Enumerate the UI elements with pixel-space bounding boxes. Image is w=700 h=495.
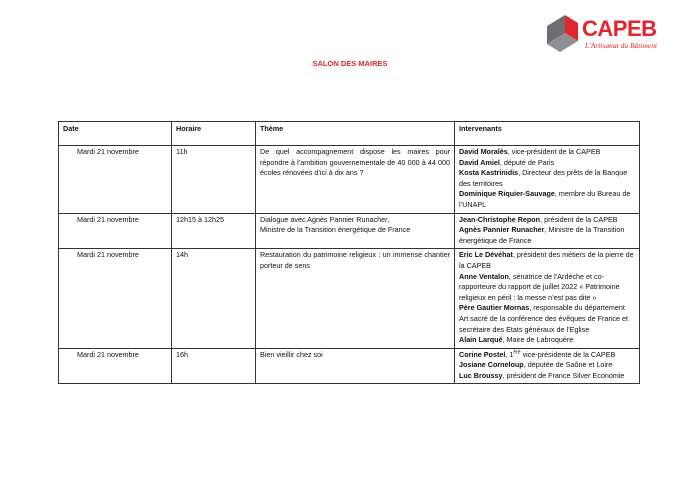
speaker [459, 250, 635, 271]
row-theme: Restauration du patrimoine religieux : un immense chantier porteur de sens [256, 249, 455, 348]
speaker-role: , Ministre de la Transition énergétique de France [459, 225, 625, 245]
speaker [459, 215, 635, 226]
speaker-role: , sénatrice de l’Ardèche et co-rapporteure du rapport de juillet 2022 « Patrimoine religieux en péril : la messe n’est pas dite » [459, 271, 620, 302]
row-horaire: 12h15 à 12h25 [172, 213, 256, 249]
row-theme: De quel accompagnement dispose les maires pour répondre à l’ambition gouvernementale de 40 000 à 44 000 écoles rénovées d’ici à dix ans ? [256, 146, 455, 214]
table-row [59, 213, 640, 249]
speaker [459, 189, 635, 210]
speaker-name: Luc Broussy [459, 370, 503, 380]
row-intervenants [455, 249, 640, 348]
table-row [59, 348, 640, 384]
row-horaire: 11h [172, 146, 256, 214]
speaker-role-superscript: ère [513, 349, 521, 356]
speaker-role: vice-présidente de la CAPEB [520, 349, 616, 359]
speaker [459, 168, 635, 189]
speaker-name: Anne Ventalon [459, 271, 509, 281]
speaker [459, 158, 635, 169]
capeb-logo-mark [545, 12, 585, 54]
speaker-name: David Moralès [459, 147, 508, 156]
row-date: Mardi 21 novembre [59, 146, 172, 214]
speaker-role: , Maire de Labroquère [502, 335, 574, 345]
speaker-name: Dominique Riquier-Sauvage [459, 189, 555, 199]
speaker-name: Corine Postel [459, 349, 506, 359]
header-intervenants: Intervenants [455, 122, 640, 146]
speaker [459, 335, 635, 346]
speaker-name: David Amiel [459, 157, 500, 167]
speaker-role: , président de France Silver Economie [502, 370, 625, 380]
logo-tagline: L'Artisanat du Bâtiment [585, 41, 658, 50]
row-intervenants [455, 146, 640, 214]
speaker-role: , Directeur des prêts de la Banque des territoires [459, 168, 628, 188]
schedule-table [58, 121, 640, 384]
row-theme: Bien vieillir chez soi [256, 348, 455, 384]
row-date: Mardi 21 novembre [59, 348, 172, 384]
speaker-role: , président des métiers de la pierre de la CAPEB [459, 250, 634, 270]
row-horaire: 14h [172, 249, 256, 348]
speaker-role: , député de Paris [499, 157, 555, 167]
header-date: Date [59, 122, 172, 146]
speaker [459, 147, 635, 158]
speaker-role-prefix: , 1 [505, 349, 514, 359]
speaker-role: , président de la CAPEB [540, 214, 618, 224]
speaker [459, 371, 635, 382]
speaker-role: , responsable du département Art sacré de la conférence des évêques de France et secrétaire des Etats généraux de l’Eglise [459, 303, 629, 334]
table-header-row [59, 122, 640, 146]
row-intervenants [455, 213, 640, 249]
speaker-name: Père Gautier Mornas [459, 303, 530, 313]
table-row [59, 146, 640, 214]
page-title: SALON DES MAIRES [312, 59, 388, 68]
speaker-role: , vice-président de la CAPEB [507, 147, 601, 156]
table-row [59, 249, 640, 348]
theme-line: Dialogue avec Agnès Pannier Runacher, [260, 214, 390, 224]
speaker [459, 272, 635, 304]
speaker [459, 350, 635, 361]
speaker-role: , membre du Bureau de l’UNAPL [459, 189, 631, 209]
speaker [459, 303, 635, 335]
speaker-name: Jean-Christophe Repon [459, 214, 541, 224]
speaker-role: , députée de Saône et Loire [523, 360, 613, 370]
speaker [459, 360, 635, 371]
logo-wordmark: CAPEB [582, 16, 657, 41]
speaker-name: Kosta Kastrinidis [459, 168, 519, 178]
speaker-name: Alain Larqué [459, 335, 503, 345]
header-horaire: Horaire [172, 122, 256, 146]
theme-line: Ministre de la Transition énergétique de France [260, 225, 411, 235]
row-intervenants [455, 348, 640, 384]
row-horaire: 16h [172, 348, 256, 384]
header-theme: Thème [256, 122, 455, 146]
row-date: Mardi 21 novembre [59, 249, 172, 348]
speaker-name: Josiane Corneloup [459, 360, 524, 370]
row-date: Mardi 21 novembre [59, 213, 172, 249]
speaker [459, 225, 635, 246]
capeb-logo [545, 12, 660, 57]
speaker-name: Agnès Pannier Runacher [459, 225, 545, 235]
speaker-name: Eric Le Dévéhat [459, 250, 513, 260]
row-theme [256, 213, 455, 249]
